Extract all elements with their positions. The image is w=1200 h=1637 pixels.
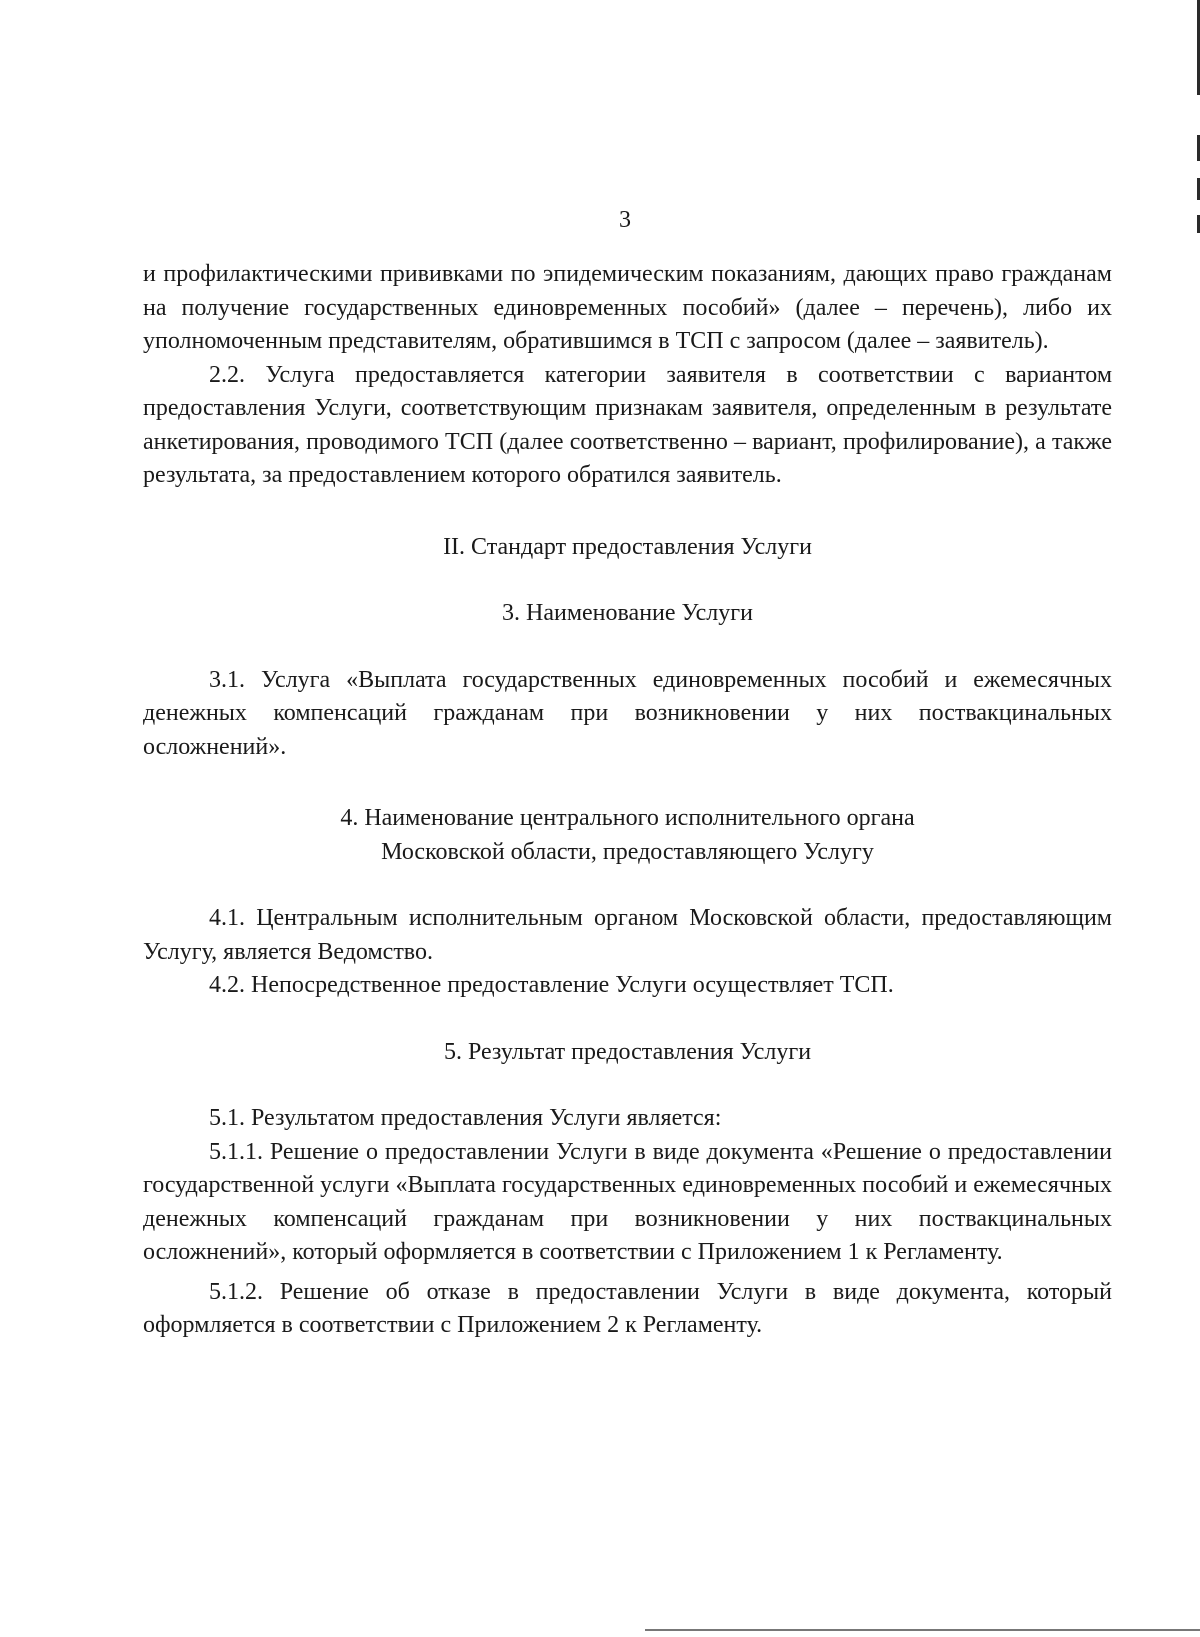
scan-bottom-rule (645, 1629, 1200, 1631)
paragraph-4-2: 4.2. Непосредственное предоставление Услуги осуществляет ТСП. (209, 972, 894, 998)
section-heading-standard: II. Стандарт предоставления Услуги (443, 533, 812, 560)
paragraph-5-1-2: 5.1.2. Решение об отказе в предоставлении Услуги в виде документа, который оформляется в соответствии с Приложением 2 к Регламенту. (143, 1278, 1112, 1338)
section-heading-4 (143, 802, 1112, 869)
section-heading-3: 3. Наименование Услуги (502, 600, 753, 626)
document-body (143, 258, 1112, 1343)
paragraph-intro: и профилактическими прививками по эпидемическим показаниям, дающих право гражданам на получение государственных единовременных пособий» (далее – перечень), либо их уполномоченным представителям, обратившимся в ТСП с запросом (далее – заявитель). (143, 261, 1112, 354)
paragraph-5-1-1: 5.1.1. Решение о предоставлении Услуги в виде документа «Решение о предоставлении государственной услуги «Выплата государственных единовременных пособий и ежемесячных денежных компенсаций гражданам при возникновении у них поствакцинальных осложнений», который оформляется в соответствии с Приложением 1 к Регламенту. (143, 1138, 1112, 1265)
paragraph-2-2: 2.2. Услуга предоставляется категории заявителя в соответствии с вариантом предоставления Услуги, соответствующим признакам заявителя, определенным в результате анкетирования, проводимого ТСП (далее соответственно – вариант, профилирование), а также результата, за предоставлением которого обратился заявитель. (143, 361, 1112, 488)
paragraph-5-1: 5.1. Результатом предоставления Услуги является: (209, 1105, 722, 1131)
paragraph-3-1: 3.1. Услуга «Выплата государственных единовременных пособий и ежемесячных денежных компенсаций гражданам при возникновении у них поствакцинальных осложнений». (143, 666, 1112, 760)
page-number: 3 (619, 207, 631, 233)
section-heading-4-line-2: Московской области, предоставляющего Услугу (381, 838, 874, 865)
paragraph-4-1: 4.1. Центральным исполнительным органом Московской области, предоставляющим Услугу, является Ведомство. (143, 905, 1112, 965)
section-heading-5: 5. Результат предоставления Услуги (443, 1038, 812, 1065)
section-heading-4-line-1: 4. Наименование центрального исполнительного органа (340, 805, 915, 831)
